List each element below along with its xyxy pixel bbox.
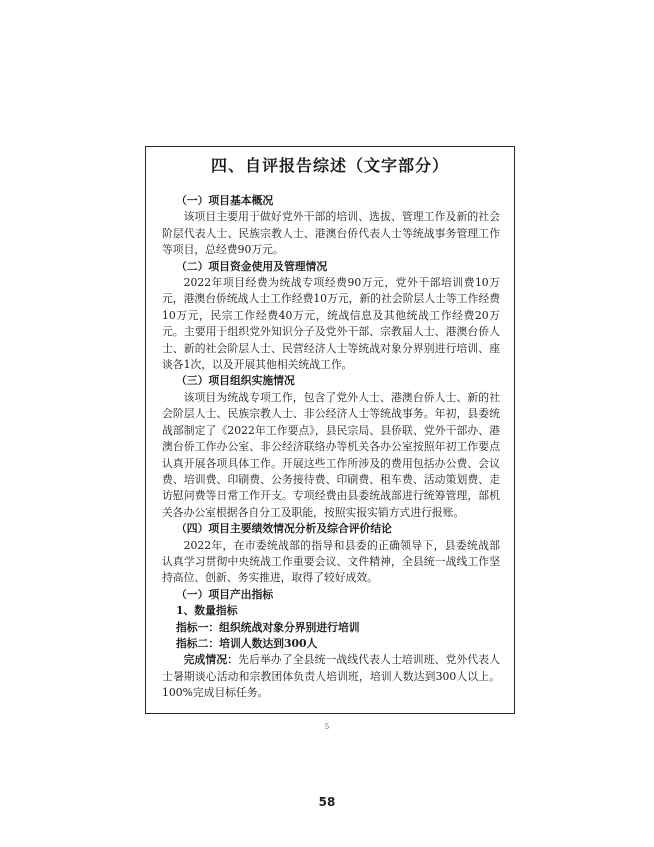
section-heading-basic: （一）项目基本概况 bbox=[176, 194, 274, 207]
inner-page-mark: 5 bbox=[324, 723, 330, 731]
section-text-funds: 2022年项目经费为统战专项经费90万元，党外干部培训费10万元，港澳台侨统战人士工作经费10万元，新的社会阶层人士等工作经费10万元，民宗工作经费40万元，统战信息及其他统战工作经费20万元。主要用于组织党外知识分子及党外干部、宗教届人士、港澳台侨人士、新的社会阶层人士、民营经济人士等统战对象分界别进行培训、座谈各1次，以及开展其他相关统战工作。 bbox=[162, 276, 500, 372]
page-number: 58 bbox=[318, 795, 336, 809]
report-frame bbox=[145, 146, 515, 714]
report-body bbox=[162, 193, 500, 702]
section-text-basic: 该项目主要用于做好党外干部的培训、选拔、管理工作及新的社会阶层代表人士、民族宗教人士、港澳台侨代表人士等统战事务管理工作等项目，总经费90万元。 bbox=[162, 210, 500, 257]
completion-label: 完成情况： bbox=[183, 653, 239, 667]
indicator-two: 指标二：培训人数达到300人 bbox=[176, 636, 318, 650]
section-heading-implementation: （三）项目组织实施情况 bbox=[176, 374, 295, 388]
section-heading-performance: （四）项目主要绩效情况分析及综合评价结论 bbox=[176, 522, 392, 536]
section-text-performance: 2022年，在市委统战部的指导和县委的正确领导下，县委统战部认真学习贯彻中央统战工作重要会议、文件精神，全县统一战线工作坚持高位、创新、务实推进，取得了较好成效。 bbox=[162, 538, 500, 585]
section-heading-funds: （二）项目资金使用及管理情况 bbox=[176, 259, 328, 273]
completion-paragraph bbox=[162, 652, 500, 701]
indicator-one: 指标一：组织统战对象分界别进行培训 bbox=[176, 620, 360, 634]
page-title: 四、自评报告综述（文字部分） bbox=[210, 156, 449, 175]
section-text-implementation: 该项目为统战专项工作，包含了党外人士、港澳台侨人士、新的社会阶层人士、民族宗教人士、非公经济人士等统战事务。年初，县委统战部制定了《2022年工作要点》，县民宗局、县侨联、党外干部办、港澳台侨工作办公室、非公经济联络办等机关各办公室按照年初工作要点认真开展各项具体工作。开展这些工作所涉及的费用包括办公费、会议费、培训费、印刷费、公务接待费、印刷费、租车费、活动策划费、走访慰问费等日常工作开支。专项经费由县委统战部进行统筹管理，部机关各办公室根据各自分工及职能，按照实报实销方式进行报账。 bbox=[162, 390, 500, 519]
subheading-quantity: 1、数量指标 bbox=[176, 604, 238, 618]
completion-text: 先后举办了全县统一战线代表人士培训班、党外代表人士暑期谈心活动和宗教团体负责人培训班，培训人数达到300人以上。100%完成目标任务。 bbox=[162, 653, 501, 700]
section-heading-output: （一）项目产出指标 bbox=[176, 587, 274, 601]
